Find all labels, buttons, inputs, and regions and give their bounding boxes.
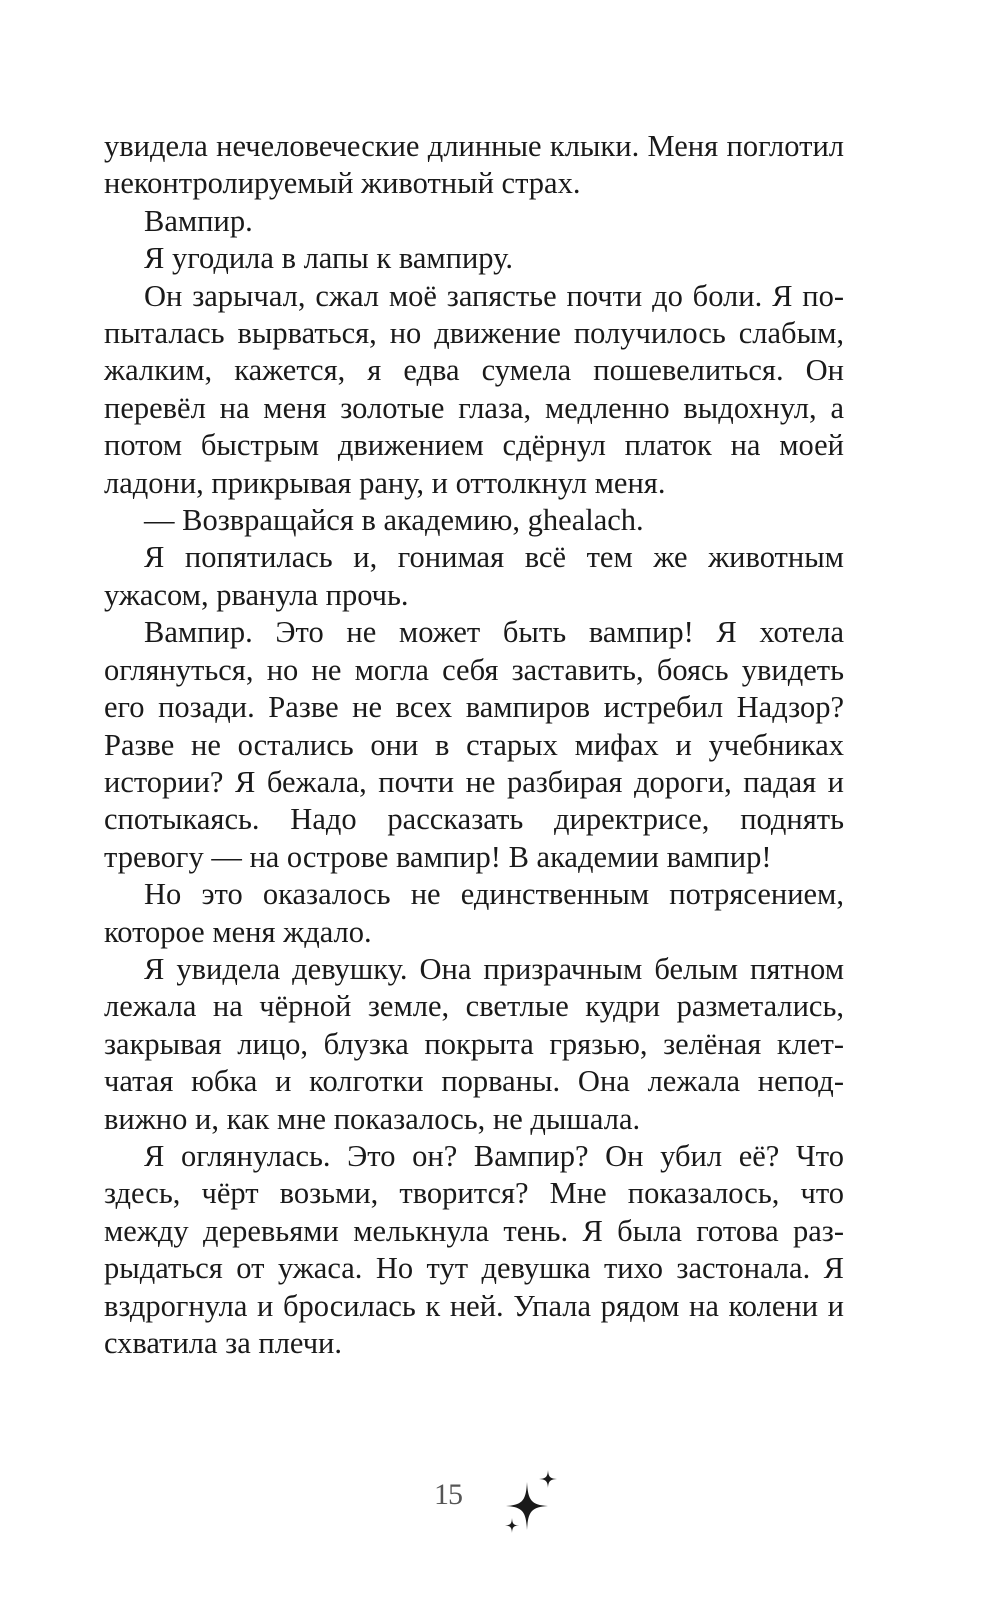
- book-page-text: [104, 128, 844, 1362]
- paragraph-5: — Возвращайся в академию, ghealach.: [144, 503, 644, 538]
- paragraph-8: Но это оказалось не единственным потрясением, которое меня ждало.: [104, 877, 844, 949]
- paragraph-4: Он зарычал, сжал моё запястье почти до боли. Я попыталась вырваться, но движение получилось слабым, жалким, кажется, я едва сумела пошевелиться. Он перевёл на меня золотые глаза, медленно выдохнул, а потом быстрым движением сдёрнул платок на моей ладони, прикрывая рану, и оттолкнул меня.: [104, 278, 844, 500]
- page-footer: [0, 1460, 1000, 1550]
- paragraph-7: Вампир. Это не может быть вампир! Я хотела оглянуться, но не могла себя заставить, боясь увидеть его позади. Разве не всех вампиров истребил Надзор? Разве не остались они в старых мифах и учебниках истории? Я бежала, почти не разбирая дороги, падая и спотыкаясь. Надо рассказать директрисе, поднять тревогу — на острове вампир! В академии вампир!: [104, 615, 844, 874]
- paragraph-9: Я увидела девушку. Она призрачным белым пятном лежала на чёрной земле, светлые кудри разметались, закрывая лицо, блузка покрыта грязью, зелёная клетчатая юбка и колготки порваны. Она лежала неподвижно и, как мне показалось, не дышала.: [104, 951, 844, 1136]
- paragraph-10: Я оглянулась. Это он? Вампир? Он убил её? Что здесь, чёрт возьми, творится? Мне показалось, что между деревьями мелькнула тень. Я была готова разрыдаться от ужаса. Но тут девушка тихо застонала. Я вздрогнула и бросилась к ней. Упала рядом на колени и схватила за плечи.: [104, 1138, 844, 1360]
- paragraph-1: увидела нечеловеческие длинные клыки. Меня поглотил неконтролируемый животный страх.: [104, 129, 844, 201]
- paragraph-6: Я попятилась и, гонимая всё тем же животным ужасом, рванула прочь.: [104, 540, 844, 612]
- page-number: 15: [434, 1478, 462, 1511]
- paragraph-2: Вампир.: [144, 203, 253, 238]
- sparkle-stars-icon: [500, 1460, 570, 1550]
- paragraph-3: Я угодила в лапы к вампиру.: [144, 241, 513, 276]
